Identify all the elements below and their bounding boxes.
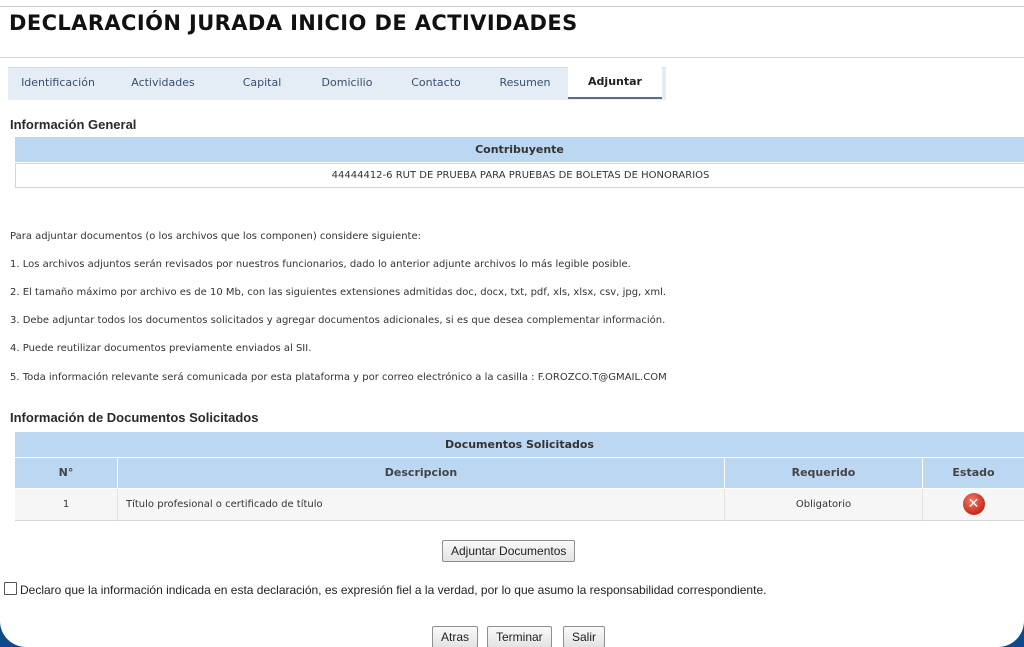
instruction-item: 5. Toda información relevante será comunicada por esta plataforma y por correo electrónico a la casilla : F.OROZCO.T@GMAIL.COM <box>10 372 667 383</box>
taxpayer-value: 44444412-6 RUT DE PRUEBA PARA PRUEBAS DE BOLETAS DE HONORARIOS <box>15 163 1024 188</box>
row-status <box>923 489 1024 521</box>
col-header-required: Requerido <box>725 458 923 488</box>
tab-actividades[interactable]: Actividades <box>131 76 195 89</box>
top-divider <box>0 6 1024 7</box>
tab-contacto[interactable]: Contacto <box>411 76 461 89</box>
documents-heading: Información de Documentos Solicitados <box>10 410 259 425</box>
taxpayer-header: Contribuyente <box>15 137 1024 162</box>
row-number: 1 <box>15 489 118 521</box>
exit-button[interactable]: Salir <box>563 626 605 647</box>
instruction-item: 4. Puede reutilizar documentos previamente enviados al SII. <box>10 343 312 354</box>
tab-identificacion[interactable]: Identificación <box>21 76 95 89</box>
col-header-description: Descripcion <box>118 458 725 488</box>
tab-capital[interactable]: Capital <box>242 76 282 89</box>
declaration-row <box>4 582 766 597</box>
general-info-heading: Información General <box>10 117 137 132</box>
page-title: DECLARACIÓN JURADA INICIO DE ACTIVIDADES <box>9 11 578 35</box>
instruction-item: 1. Los archivos adjuntos serán revisados por nuestros funcionarios, dado lo anterior adjunte archivos lo más legible posible. <box>10 259 631 270</box>
documents-header: Documentos Solicitados <box>15 432 1024 457</box>
declaration-text: Declaro que la información indicada en esta declaración, es expresión fiel a la verdad, por lo que asumo la responsabilidad correspondiente. <box>20 583 767 597</box>
finish-button[interactable]: Terminar <box>487 626 552 647</box>
col-header-number: N° <box>15 458 118 488</box>
tab-bar <box>8 67 1024 101</box>
instructions-intro: Para adjuntar documentos (o los archivos que los componen) considere siguiente: <box>10 231 421 242</box>
attach-documents-button[interactable]: Adjuntar Documentos <box>442 540 575 562</box>
tab-domicilio[interactable]: Domicilio <box>321 76 373 89</box>
row-description: Título profesional o certificado de título <box>118 489 725 521</box>
tab-resumen[interactable]: Resumen <box>499 76 551 89</box>
title-divider <box>0 57 1024 58</box>
declaration-checkbox[interactable] <box>4 582 17 595</box>
tab-adjuntar[interactable]: Adjuntar <box>568 67 662 99</box>
col-header-status: Estado <box>923 458 1024 488</box>
instruction-item: 2. El tamaño máximo por archivo es de 10 Mb, con las siguientes extensiones admitidas doc, docx, txt, pdf, xls, xlsx, csv, jpg, xml. <box>10 287 667 298</box>
error-x-icon[interactable]: ✕ <box>963 493 985 515</box>
back-button[interactable]: Atras <box>432 626 478 647</box>
row-required: Obligatorio <box>725 489 923 521</box>
instruction-item: 3. Debe adjuntar todos los documentos solicitados y agregar documentos adicionales, si es que desea complementar información. <box>10 315 666 326</box>
